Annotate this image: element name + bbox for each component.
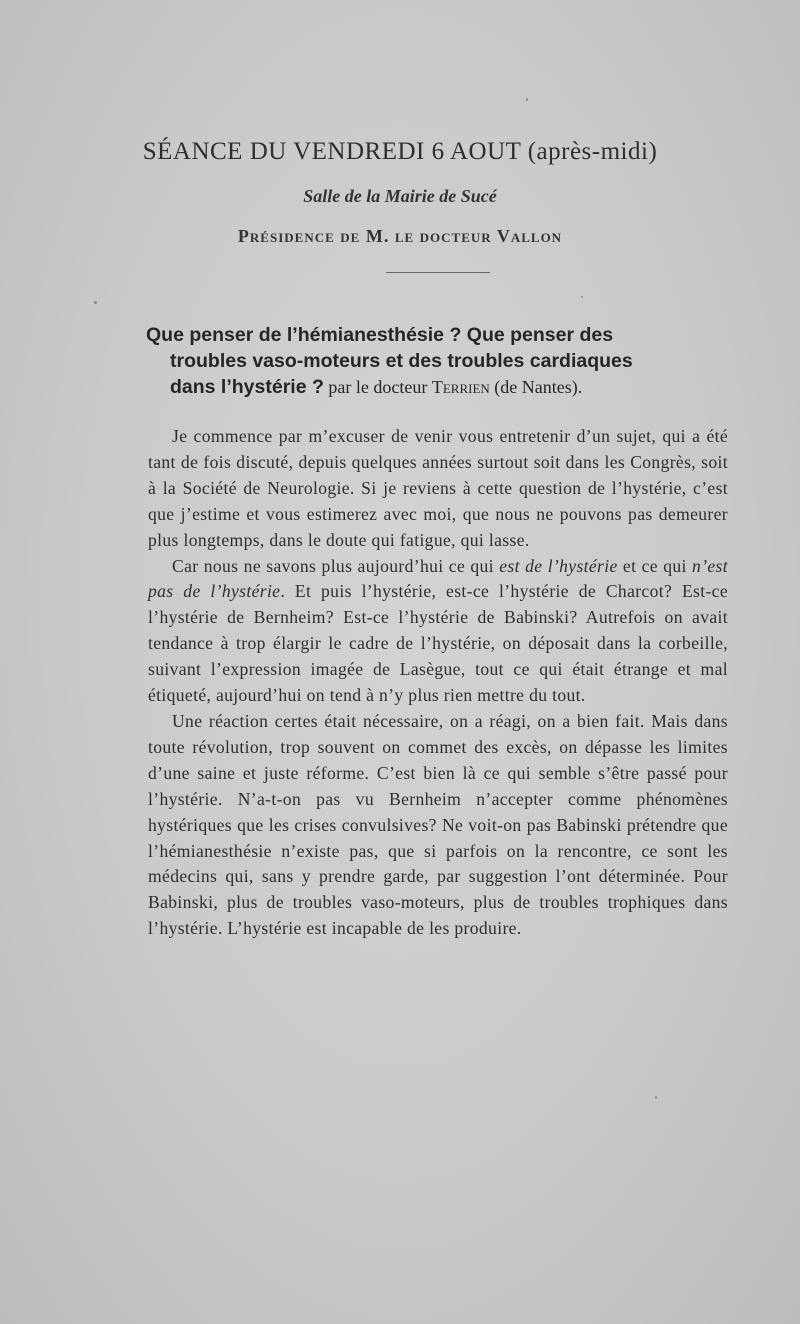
paper-speck — [94, 301, 97, 304]
article-title-end: dans l’hystérie ? — [170, 376, 324, 398]
separator-rule — [386, 272, 490, 273]
presidence-line: Présidence de M. le docteur Vallon — [237, 226, 563, 246]
article-title-line-2: troubles vaso-moteurs et des troubles cardiaques — [170, 350, 633, 372]
body-text — [148, 424, 728, 942]
venue-line: Salle de la Mairie de Sucé — [303, 186, 497, 206]
paragraph-1: Je commence par m’excuser de venir vous entretenir d’un sujet, qui a été tant de fois discuté, depuis quelques années surtout soit dans les Congrès, soit à la Société de Neurologie. Si je reviens à cette question de l’hystérie, c’est que j’estime et vous estimerez avec moi, que nous ne pouvons pas demeurer plus longtemps, dans le doute qui fatigue, qui lasse. — [148, 426, 728, 550]
paper-speck — [526, 98, 528, 101]
paper-speck — [581, 296, 583, 298]
article-title-line-1: Que penser de l’hémianesthésie ? Que penser des — [146, 324, 614, 346]
paragraph-2-emphasis-2: n’est pas de l’hystérie — [148, 555, 728, 602]
paragraph-2-part-a: Car nous ne savons plus aujourd’hui ce qui — [172, 555, 500, 576]
byline — [324, 377, 582, 397]
article-title — [146, 322, 730, 400]
session-title: SÉANCE DU VENDREDI 6 AOUT (après-midi) — [142, 138, 658, 165]
paragraph-2-emphasis-1: est de l’hystérie — [499, 555, 618, 576]
paragraph-2 — [148, 554, 728, 709]
article-title-line-3 — [146, 374, 730, 400]
paragraph-2-part-b: et ce qui — [617, 555, 693, 576]
byline-prefix: par le docteur — [323, 377, 432, 397]
author-name: Terrien — [431, 377, 490, 397]
byline-suffix: (de Nantes). — [489, 377, 583, 397]
paragraph-3: Une réaction certes était nécessaire, on a réagi, on a bien fait. Mais dans toute révolution, trop souvent on commet des excès, on dépasse les limites d’une saine et juste réforme. C’est bien là ce qui semble s’être passé pour l’hystérie. N’a-t-on pas vu Bernheim n’accepter comme phénomènes hystériques que les crises convulsives? Ne voit-on pas Babinski prétendre que l’hémianesthésie n’existe pas, que si parfois on la rencontre, ce sont les médecins qui, sans y prendre garde, par suggestion l’ont déterminée. Pour Babinski, plus de troubles vaso-moteurs, plus de troubles trophiques dans l’hystérie. L’hystérie est incapable de les produire. — [148, 710, 728, 939]
paragraph-2-part-c: . Et puis l’hystérie, est-ce l’hystérie de Charcot? Est-ce l’hystérie de Bernheim? Est-ce l’hystérie de Babinski? Autrefois on avait tendance à trop élargir le cadre de l’hystérie, on déposait dans la corbeille, suivant l’expression imagée de Lasègue, tout ce qui était étrange et mal étiqueté, aujourd’hui on tend à n’y plus rien mettre du tout. — [148, 581, 728, 706]
paper-speck — [655, 1096, 657, 1099]
